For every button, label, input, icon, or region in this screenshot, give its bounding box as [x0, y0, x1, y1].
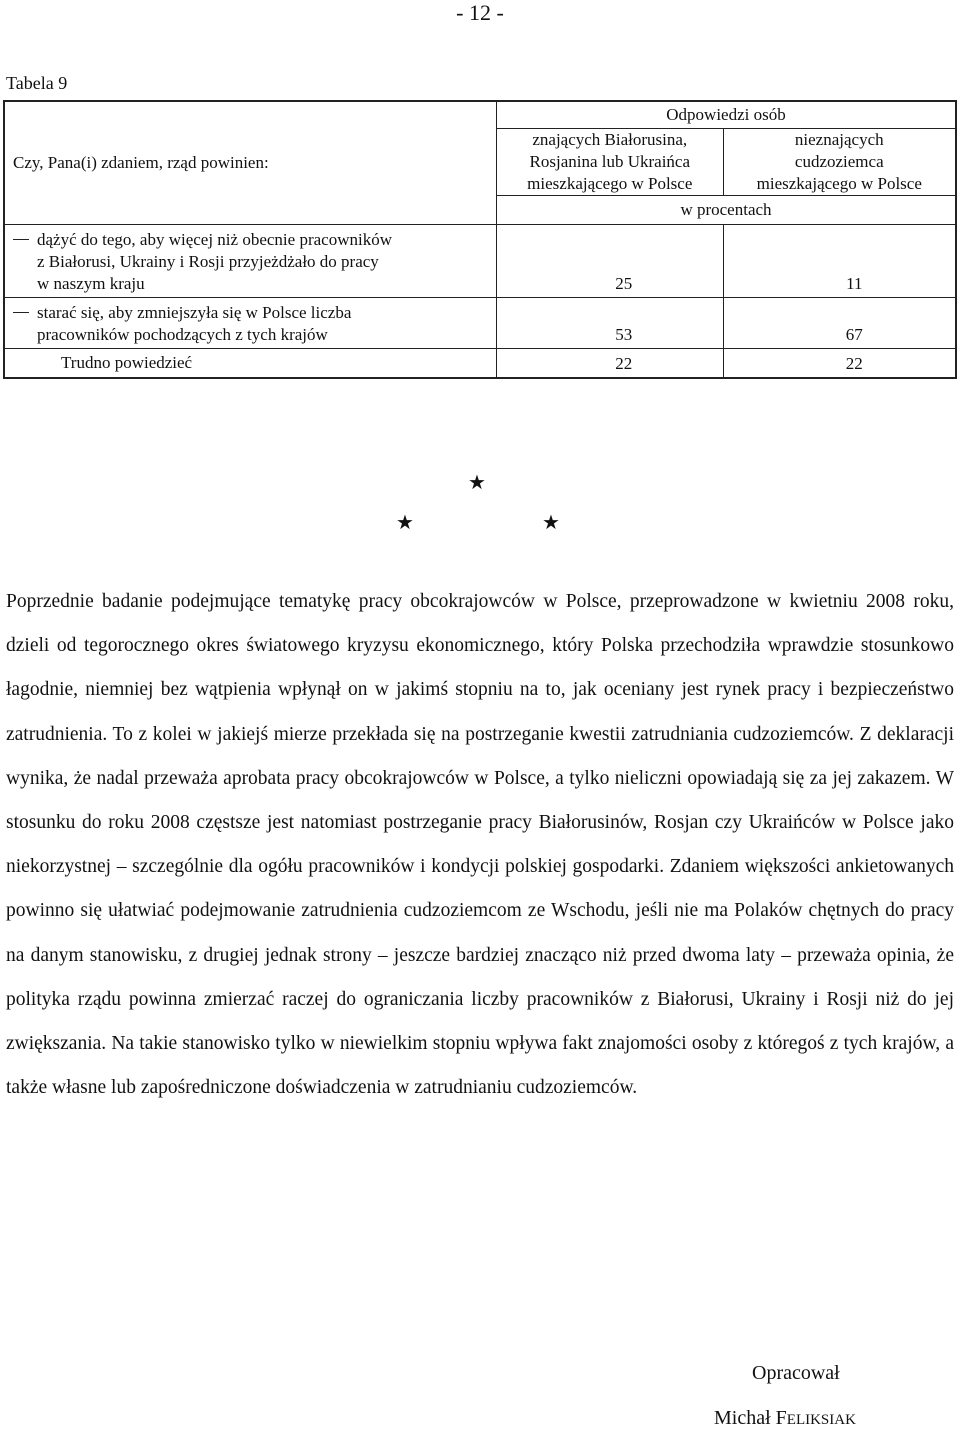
column-header-line: cudzoziemca [794, 152, 884, 171]
unit-header: w procentach [497, 196, 956, 225]
section-separator [0, 470, 960, 534]
row-label-line: w naszym kraju [37, 274, 145, 293]
row-label-line: z Białorusi, Ukrainy i Rosji przyjeżdżało do pracy [37, 252, 379, 271]
table-caption: Tabela 9 [6, 73, 68, 93]
value-not-knowing: 67 [723, 298, 956, 349]
value-knowing: 53 [497, 298, 724, 349]
responses-header: Odpowiedzi osób [497, 101, 956, 129]
author-surname-rest: ELIKSIAK [786, 1412, 856, 1428]
row-label: Trudno powiedzieć [4, 349, 497, 379]
star-icon: ★ [468, 470, 486, 494]
column-header-line: znających Białorusina, [532, 130, 688, 149]
question-header: Czy, Pana(i) zdaniem, rząd powinien: [4, 101, 497, 225]
author-name [714, 1407, 856, 1430]
column-header-line: nieznających [794, 130, 884, 149]
row-label-line: pracowników pochodzących z tych krajów [37, 325, 328, 344]
table-row [4, 298, 956, 349]
page-number: - 12 - [456, 0, 504, 25]
column-header-line: Rosjanina lub Ukraińca [529, 152, 691, 171]
value-not-knowing: 22 [723, 349, 956, 379]
column-header-not-knowing [723, 129, 956, 196]
row-label [4, 298, 497, 349]
column-header-line: mieszkającego w Polsce [527, 174, 693, 193]
author-surname-initial: F [775, 1407, 787, 1429]
row-label [4, 225, 497, 298]
column-header-knowing [497, 129, 724, 196]
star-icon: ★ [542, 510, 560, 534]
table-row [4, 225, 956, 298]
dash-icon [13, 312, 29, 313]
author-first-name: Michał [714, 1407, 771, 1429]
body-paragraph: Poprzednie badanie podejmujące tematykę pracy obcokrajowców w Polsce, przeprowadzone w kwietniu 2008 roku, dzieli od tegorocznego okres światowego kryzysu ekonomicznego, który Polska przechodziła wprawdzie stosunkowo łagodnie, niemniej bez wątpienia wpłynął on w jakimś stopniu na to, jak oceniany jest rynek pracy i bezpieczeństwo zatrudnienia. To z kolei w jakiejś mierze przekłada się na postrzeganie kwestii zatrudniania cudzoziemców. Z deklaracji wynika, że nadal przeważa aprobata pracy obcokrajowców w Polsce, a tylko nieliczni opowiadają się za jej zakazem. W stosunku do roku 2008 częstsze jest natomiast postrzeganie pracy Białorusinów, Rosjan czy Ukraińców w Polsce jako niekorzystnej – szczególnie dla ogółu pracowników i kondycji polskiej gospodarki. Zdaniem większości ankietowanych powinno się ułatwiać podejmowanie zatrudnienia cudzoziemcom ze Wschodu, jeśli nie ma Polaków chętnych do pracy na danym stanowisku, z drugiej jednak strony – jeszcze bardziej znacząco niż przed dwoma laty – przeważa opinia, że polityka rządu powinna zmierzać raczej do ograniczania liczby pracowników z Białorusi, Ukrainy i Rosji niż do jej zwiększania. Na takie stanowisko tylko w niewielkim stopniu wpływa fakt znajomości osoby z któregoś z tych krajów, a także własne lub zapośredniczone doświadczenia w zatrudnianiu cudzoziemców. [6, 591, 954, 1099]
dash-icon [13, 239, 29, 240]
value-knowing: 25 [497, 225, 724, 298]
row-label-line: dążyć do tego, aby więcej niż obecnie pracowników [37, 230, 392, 249]
survey-table [3, 100, 957, 379]
row-label-line: starać się, aby zmniejszyła się w Polsce liczba [37, 303, 352, 322]
value-knowing: 22 [497, 349, 724, 379]
star-icon: ★ [396, 510, 414, 534]
table-row [4, 349, 956, 379]
signature-label: Opracował [752, 1362, 840, 1384]
value-not-knowing: 11 [723, 225, 956, 298]
column-header-line: mieszkającego w Polsce [756, 174, 922, 193]
